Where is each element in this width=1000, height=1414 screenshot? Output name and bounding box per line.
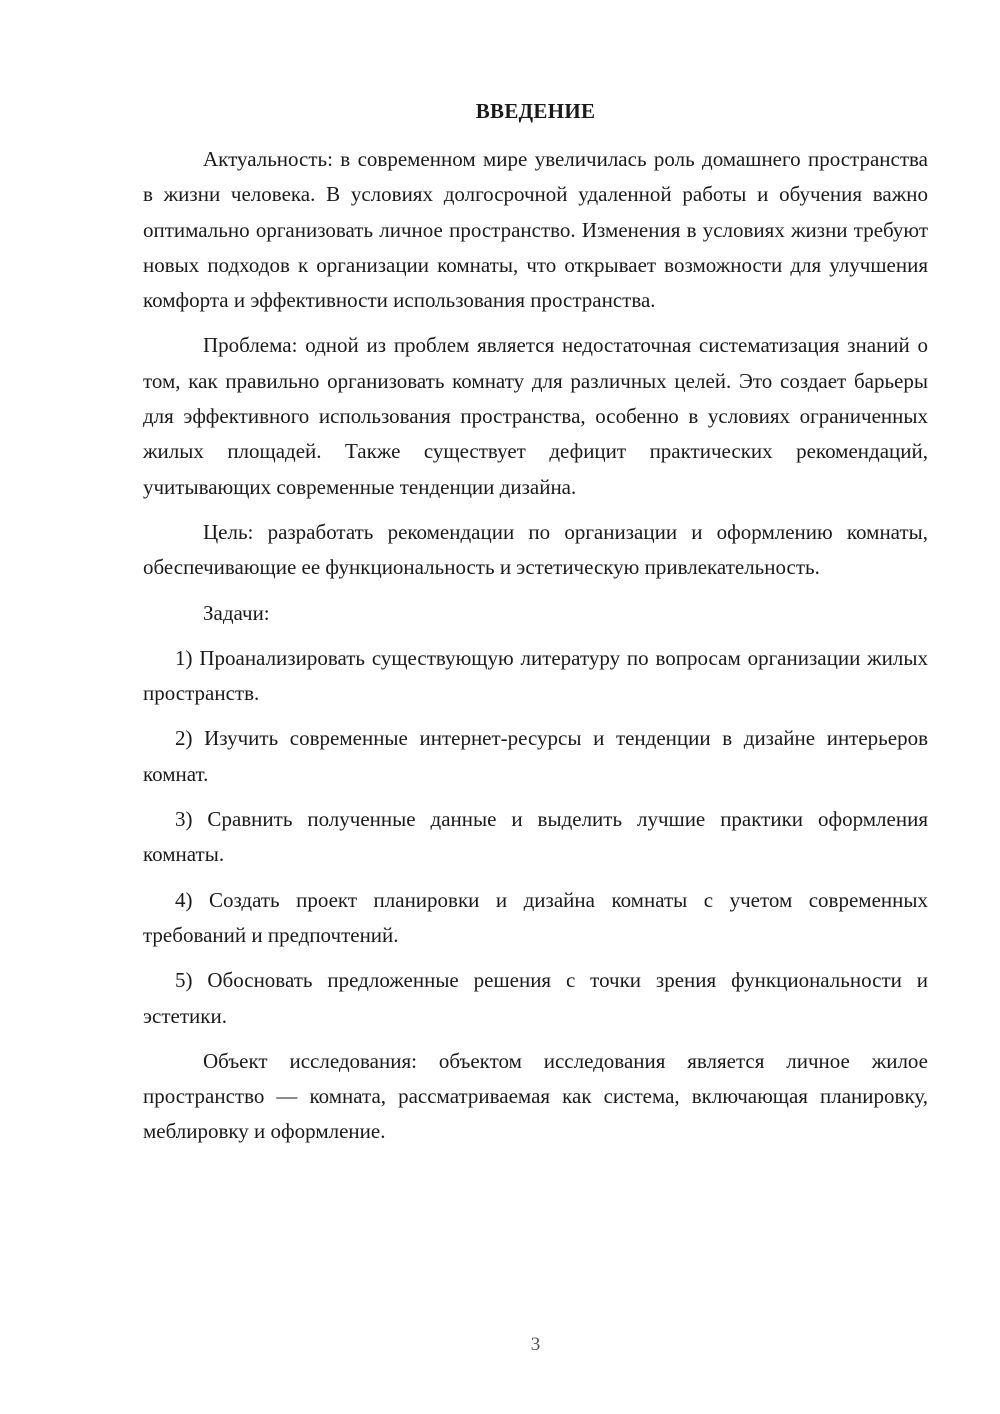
page-number: 3	[530, 1334, 541, 1355]
problem-paragraph: Проблема: одной из проблем является недостаточная систематизация знаний о том, как правильно организовать комнату для различных целей. Это создает барьеры для эффективного использования пространства, особенно в условиях ограниченных жилых площадей. Также существует дефицит практических рекомендаций, учитывающих современные тенденции дизайна.	[143, 333, 928, 499]
task-item-2: 2) Изучить современные интернет-ресурсы и тенденции в дизайне интерьеров комнат.	[143, 726, 928, 786]
task-item-5: 5) Обосновать предложенные решения с точки зрения функциональности и эстетики.	[143, 968, 928, 1028]
task-item-3: 3) Сравнить полученные данные и выделить лучшие практики оформления комнаты.	[143, 807, 928, 867]
research-object-paragraph: Объект исследования: объектом исследования является личное жилое пространство — комната, рассматриваемая как система, включающая планировку, меблировку и оформление.	[143, 1048, 928, 1144]
goal-paragraph: Цель: разработать рекомендации по организации и оформлению комнаты, обеспечивающие ее функциональность и эстетическую привлекательность.	[143, 519, 928, 580]
task-item-4: 4) Создать проект планировки и дизайна комнаты с учетом современных требований и предпочтений.	[143, 887, 928, 947]
section-title: ВВЕДЕНИЕ	[475, 99, 596, 123]
tasks-heading: Задачи:	[203, 600, 270, 625]
document-page	[143, 0, 928, 1414]
task-item-1: 1) Проанализировать существующую литературу по вопросам организации жилых пространств.	[143, 645, 928, 706]
relevance-paragraph: Актуальность: в современном мире увеличилась роль домашнего пространства в жизни человека. В условиях долгосрочной удаленной работы и обучения важно оптимально организовать личное пространство. Изменения в условиях жизни требуют новых подходов к организации комнаты, что открывает возможности для улучшения комфорта и эффективности использования пространства.	[143, 147, 928, 313]
body-text	[143, 142, 928, 1160]
